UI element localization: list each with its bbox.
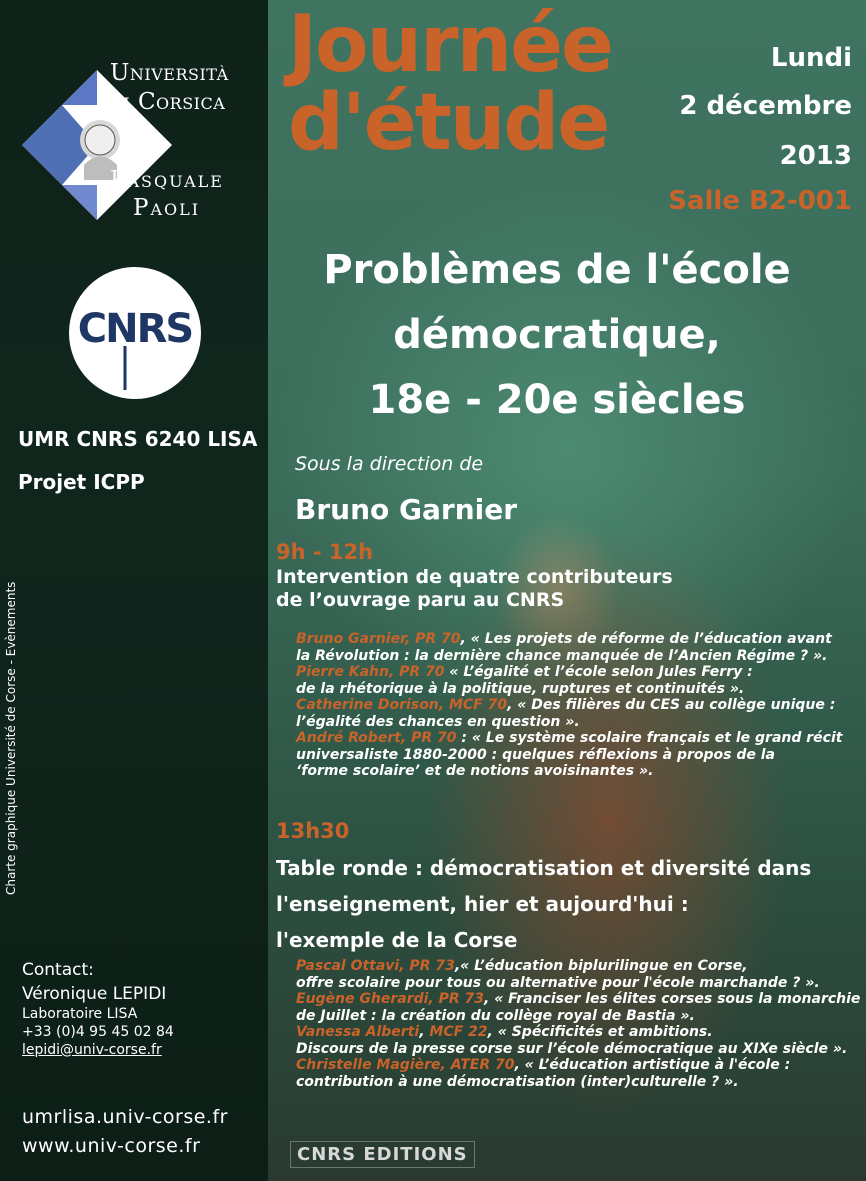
date-year: 2013 — [779, 141, 852, 171]
direction-label: Sous la direction de — [295, 453, 484, 475]
talk-item — [296, 730, 842, 747]
session1-title-line2: de l’ouvrage paru au CNRS — [276, 589, 565, 611]
talk-item — [296, 664, 842, 681]
session1-title — [276, 566, 673, 612]
univ-name-line4: Paoli — [133, 195, 201, 221]
talk-text: ,« L’éducation biplurilingue en Corse, — [454, 958, 748, 974]
contact-phone: +33 (0)4 95 45 02 84 — [22, 1024, 174, 1040]
talk-text: , « Spécificités et ambitions. — [487, 1024, 713, 1040]
talk-item — [296, 1024, 860, 1041]
subject-line2: démocratique, — [393, 312, 721, 358]
contact-email-link[interactable]: lepidi@univ-corse.fr — [22, 1042, 162, 1058]
contact-lab: Laboratoire LISA — [22, 1006, 138, 1022]
session2-title-line3: l'exemple de la Corse — [276, 928, 518, 952]
umr-label: UMR CNRS 6240 LISA — [18, 427, 258, 451]
event-title-line1: Journée — [288, 0, 612, 90]
talk-text: , « Franciser les élites corses sous la monarchie — [484, 991, 861, 1007]
director-name: Bruno Garnier — [295, 493, 518, 526]
contact-block — [22, 960, 174, 1058]
talk-speaker: Pascal Ottavi, PR 73 — [296, 958, 455, 974]
talk-text: de la rhétorique à la politique, ruptures et continuités ». — [296, 680, 745, 697]
talk-speaker-rank: MCF 22 — [429, 1024, 488, 1040]
talk-speaker: Christelle Magière, ATER 70 — [296, 1057, 515, 1073]
session1-time: 9h - 12h — [276, 540, 374, 564]
talk-text: l’égalité des chances en question ». — [296, 713, 580, 730]
talk-text: , « Les projets de réforme de l’éducation avant — [460, 631, 832, 647]
talk-text: , « L’éducation artistique à l'école : — [514, 1057, 791, 1073]
talk-text: offre scolaire pour tous ou alternative pour l'école marchande ? ». — [296, 974, 820, 991]
talk-text: ‘forme scolaire’ et de notions avoisinantes ». — [296, 763, 654, 779]
talk-text: universaliste 1880-2000 : quelques réflexions à propos de la — [296, 746, 775, 763]
contact-name: Véronique LEPIDI — [22, 984, 167, 1004]
date-day: Lundi — [770, 43, 852, 73]
talk-item — [296, 958, 860, 975]
contact-label: Contact: — [22, 960, 94, 980]
talk-item — [296, 631, 842, 648]
url-umrlisa[interactable]: umrlisa.univ-corse.fr — [22, 1106, 228, 1128]
session2-talks — [296, 958, 860, 1090]
talk-speaker: Vanessa Alberti — [296, 1024, 420, 1040]
talk-speaker: Bruno Garnier, PR 70 — [296, 631, 461, 647]
talk-text: contribution à une démocratisation (inter)culturelle ? ». — [296, 1073, 739, 1090]
vertical-charte-text: Charte graphique Université de Corse - Evènements — [4, 581, 18, 895]
talk-item — [296, 991, 860, 1008]
talk-text: de Juillet : la création du collège royal de Bastia ». — [296, 1007, 695, 1024]
session2-title — [276, 850, 811, 958]
talk-text: la Révolution : la dernière chance manquée de l’Ancien Régime ? ». — [296, 647, 828, 664]
talk-text: , « Des filières du CES au collège unique : — [507, 697, 836, 713]
session2-title-line2: l'enseignement, hier et aujourd'hui : — [276, 892, 689, 916]
session1-talks — [296, 631, 842, 780]
subject-line1: Problèmes de l'école — [323, 247, 791, 293]
right-panel — [268, 0, 866, 1181]
talk-item — [296, 1057, 860, 1074]
session2-title-line1: Table ronde : démocratisation et diversité dans — [276, 856, 812, 880]
univ-name-line1: Università — [110, 60, 229, 86]
talk-item — [296, 697, 842, 714]
projet-label: Projet ICPP — [18, 470, 145, 494]
talk-speaker: André Robert, PR 70 — [296, 730, 457, 746]
univ-name-line2: di Corsica — [110, 89, 226, 115]
subject-line3: 18e - 20e siècles — [368, 377, 746, 423]
talk-speaker: Pierre Kahn, PR 70 — [296, 664, 445, 680]
talk-text: : « Le système scolaire français et le grand récit — [456, 730, 843, 746]
session1-title-line1: Intervention de quatre contributeurs — [276, 566, 673, 588]
cnrs-logo-text: CNRS — [77, 306, 193, 352]
left-panel — [0, 0, 268, 1181]
talk-speaker: Catherine Dorison, MCF 70 — [296, 697, 508, 713]
cnrs-logo — [68, 266, 202, 400]
url-univ-corse[interactable]: www.univ-corse.fr — [22, 1135, 201, 1157]
talk-text: « L’égalité et l’école selon Jules Ferry : — [444, 664, 753, 680]
cnrs-editions-label: CNRS EDITIONS — [290, 1141, 475, 1168]
event-title-line2: d'étude — [288, 78, 609, 168]
room-label: Salle B2-001 — [668, 186, 852, 216]
date-month: 2 décembre — [679, 91, 852, 121]
talk-speaker: Eugène Gherardi, PR 73 — [296, 991, 485, 1007]
talk-separator: , — [419, 1024, 430, 1040]
univ-name-line3: Pasquale — [110, 167, 224, 193]
talk-text: Discours de la presse corse sur l’école démocratique au XIXe siècle ». — [296, 1040, 848, 1057]
session2-time: 13h30 — [276, 819, 350, 843]
